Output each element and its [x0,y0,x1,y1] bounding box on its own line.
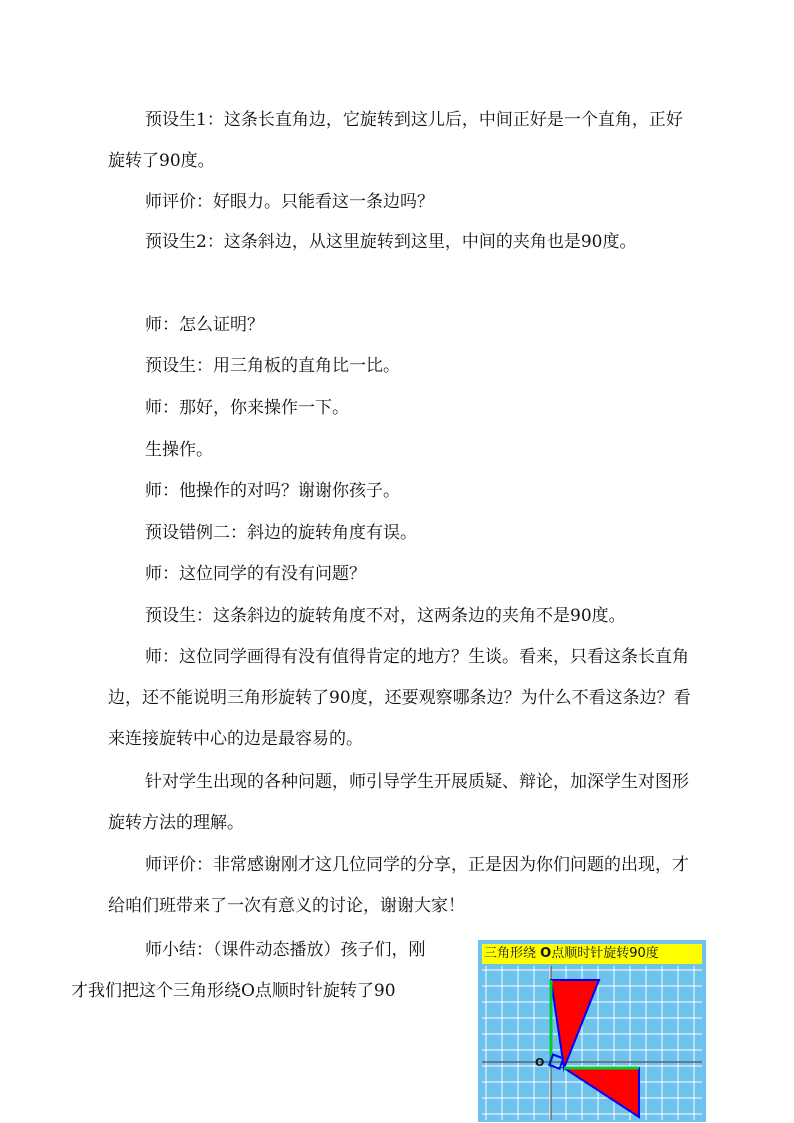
figure-title [482,944,702,964]
paragraph: 预设生：用三角板的直角比一比。 [145,356,400,376]
rotated-triangle [564,1068,639,1117]
closing-line-2: 才我们把这个三角形绕O点顺时针旋转了90 [71,981,396,1001]
paragraph: 师评价：非常感谢刚才这几位同学的分享，正是因为你们问题的出现，才给咱们班带来了一次有意义的讨论，谢谢大家！ [108,855,689,916]
paragraph: 生操作。 [145,440,213,460]
point-o-label: O [535,1056,545,1069]
paragraph: 师评价：好眼力。只能看这一条边吗？ [145,192,434,212]
closing-paragraph [71,930,478,1012]
figure-title-o: O [540,946,552,961]
paragraph: 预设生2：这条斜边，从这里旋转到这里，中间的夹角也是90度。 [145,232,637,252]
paragraph: 预设生：这条斜边的旋转角度不对，这两条边的夹角不是90度。 [145,606,626,626]
rotation-grid [478,940,706,1122]
paragraph: 师：怎么证明？ [145,315,264,335]
rotation-figure [478,940,706,1122]
paragraph: 针对学生出现的各种问题，师引导学生开展质疑、辩论，加深学生对图形旋转方法的理解。 [108,772,689,833]
paragraph: 师：他操作的对吗？谢谢你孩子。 [145,481,400,501]
figure-title-suffix: 点顺时针旋转90度 [551,946,659,961]
paragraph: 预设错例二：斜边的旋转角度有误。 [145,523,417,543]
figure-title-prefix: 三角形绕 [484,946,541,961]
paragraph: 师：这位同学的有没有问题？ [145,564,366,584]
paragraph: 师：那好，你来操作一下。 [145,398,349,418]
paragraph: 师：这位同学画得有没有值得肯定的地方？生谈。看来，只看这条长直角边，还不能说明三角形旋转了90度，还要观察哪条边？为什么不看这条边？看来连接旋转中心的边是最容易的。 [108,647,691,749]
original-triangle [551,980,599,1068]
closing-line-1: 师小结：（课件动态播放）孩子们，刚 [145,940,426,960]
paragraph: 预设生1：这条长直角边，它旋转到这儿后，中间正好是一个直角，正好旋转了90度。 [108,110,683,171]
